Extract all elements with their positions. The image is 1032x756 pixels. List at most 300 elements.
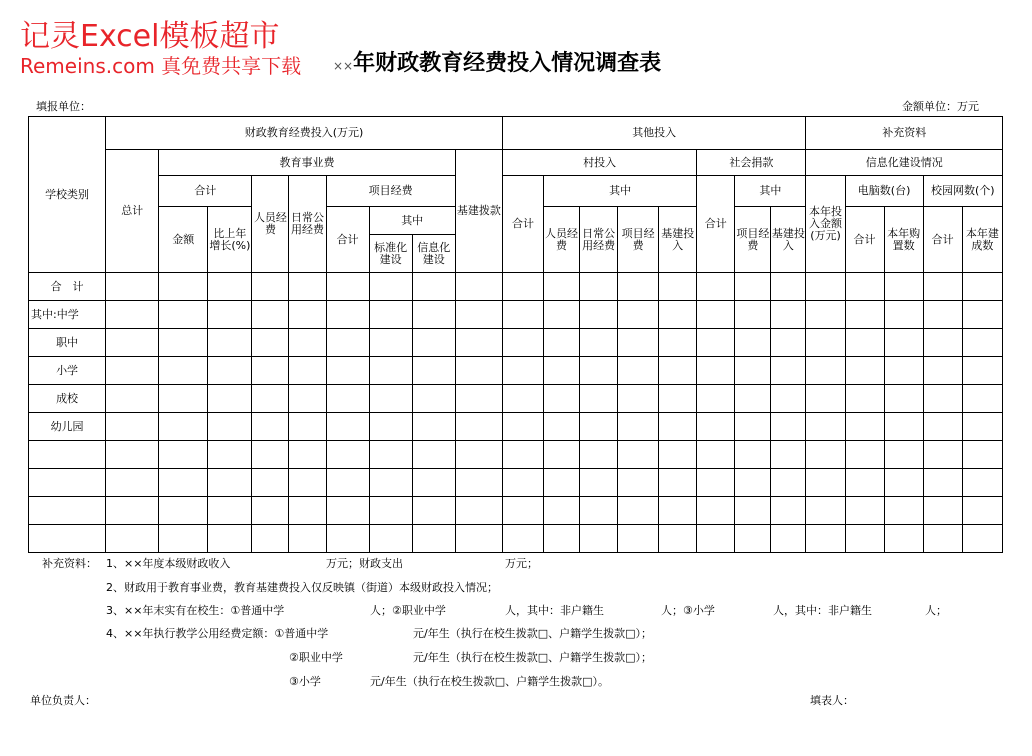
- data-cell[interactable]: [735, 497, 771, 525]
- header-social-project: 项目经费: [735, 207, 771, 273]
- header-school-type: 学校类别: [29, 117, 106, 273]
- header-info-construction: 信息化建设: [412, 235, 455, 273]
- data-cell[interactable]: [544, 273, 580, 301]
- data-cell[interactable]: [544, 413, 580, 441]
- data-cell[interactable]: [923, 413, 962, 441]
- note-4-a: 4、××年执行教学公用经费定额：①普通中学: [106, 627, 329, 640]
- data-cell[interactable]: [618, 413, 659, 441]
- data-cell[interactable]: [159, 525, 208, 553]
- data-cell[interactable]: [659, 497, 697, 525]
- data-cell[interactable]: [697, 469, 735, 497]
- data-cell[interactable]: [106, 497, 159, 525]
- data-cell[interactable]: [659, 385, 697, 413]
- data-cell[interactable]: [159, 441, 208, 469]
- data-cell[interactable]: [618, 497, 659, 525]
- data-cell[interactable]: [369, 497, 412, 525]
- data-cell[interactable]: [252, 385, 289, 413]
- data-cell[interactable]: [580, 469, 618, 497]
- data-cell[interactable]: [502, 385, 543, 413]
- data-cell[interactable]: [697, 497, 735, 525]
- data-cell[interactable]: [806, 441, 845, 469]
- data-cell[interactable]: [771, 525, 806, 553]
- data-cell[interactable]: [326, 301, 369, 329]
- header-pc-total: 合计: [845, 207, 884, 273]
- data-cell[interactable]: [159, 357, 208, 385]
- data-cell[interactable]: [618, 441, 659, 469]
- data-cell[interactable]: [806, 525, 845, 553]
- data-cell[interactable]: [544, 357, 580, 385]
- data-cell[interactable]: [845, 441, 884, 469]
- note-label: 补充资料：: [42, 557, 97, 570]
- data-cell[interactable]: [159, 385, 208, 413]
- header-village-project: 项目经费: [618, 207, 659, 273]
- data-cell[interactable]: [455, 497, 502, 525]
- data-cell[interactable]: [289, 497, 326, 525]
- header-social-donation: 社会捐款: [697, 150, 806, 176]
- data-cell[interactable]: [252, 469, 289, 497]
- data-cell[interactable]: [106, 441, 159, 469]
- data-cell[interactable]: [455, 413, 502, 441]
- data-cell[interactable]: [884, 273, 923, 301]
- header-fiscal-investment: 财政教育经费投入(万元): [106, 117, 503, 150]
- data-cell[interactable]: [580, 441, 618, 469]
- row-label: [29, 497, 106, 525]
- header-village-investment: 村投入: [502, 150, 696, 176]
- row-label: [29, 441, 106, 469]
- header-campus-network: 校园网数(个): [923, 176, 1002, 207]
- title-year-prefix: ××: [333, 59, 354, 73]
- data-cell[interactable]: [735, 525, 771, 553]
- header-daily-public-expense: 日常公用经费: [289, 176, 326, 273]
- data-cell[interactable]: [326, 497, 369, 525]
- header-yoy-growth: 比上年增长(%): [208, 207, 252, 273]
- data-cell[interactable]: [289, 329, 326, 357]
- data-cell[interactable]: [771, 273, 806, 301]
- data-cell[interactable]: [208, 357, 252, 385]
- data-cell[interactable]: [806, 469, 845, 497]
- row-label: 幼儿园: [29, 413, 106, 441]
- data-cell[interactable]: [735, 301, 771, 329]
- data-cell[interactable]: [502, 441, 543, 469]
- table-body: [29, 273, 1003, 553]
- note-3-d: 人；③小学: [661, 604, 715, 617]
- data-cell[interactable]: [697, 385, 735, 413]
- watermark-title: 记灵Excel模板超市: [20, 19, 280, 54]
- note-3-e: 人，其中：非户籍生: [773, 604, 872, 617]
- data-cell[interactable]: [208, 469, 252, 497]
- data-cell[interactable]: [962, 413, 1002, 441]
- data-cell[interactable]: [659, 441, 697, 469]
- header-personnel-expense: 人员经费: [252, 176, 289, 273]
- data-cell[interactable]: [771, 329, 806, 357]
- data-cell[interactable]: [252, 301, 289, 329]
- table-row: [29, 469, 1003, 497]
- data-cell[interactable]: [735, 357, 771, 385]
- data-cell[interactable]: [208, 441, 252, 469]
- data-cell[interactable]: [697, 525, 735, 553]
- data-cell[interactable]: [106, 301, 159, 329]
- data-cell[interactable]: [580, 357, 618, 385]
- data-cell[interactable]: [455, 385, 502, 413]
- data-cell[interactable]: [962, 525, 1002, 553]
- data-cell[interactable]: [735, 413, 771, 441]
- data-cell[interactable]: [659, 329, 697, 357]
- data-cell[interactable]: [289, 525, 326, 553]
- data-cell[interactable]: [252, 525, 289, 553]
- header-informatization: 信息化建设情况: [806, 150, 1003, 176]
- data-cell[interactable]: [884, 469, 923, 497]
- data-cell[interactable]: [502, 329, 543, 357]
- data-cell[interactable]: [659, 469, 697, 497]
- data-cell[interactable]: [923, 525, 962, 553]
- row-label: [29, 469, 106, 497]
- note-1-c: 万元；: [505, 557, 538, 570]
- data-cell[interactable]: [289, 441, 326, 469]
- data-cell[interactable]: [659, 413, 697, 441]
- data-cell[interactable]: [845, 413, 884, 441]
- data-cell[interactable]: [289, 413, 326, 441]
- header-village-personnel: 人员经费: [544, 207, 580, 273]
- data-cell[interactable]: [962, 441, 1002, 469]
- data-cell[interactable]: [735, 273, 771, 301]
- data-cell[interactable]: [502, 497, 543, 525]
- data-cell[interactable]: [412, 469, 455, 497]
- data-cell[interactable]: [502, 301, 543, 329]
- table-row: [29, 497, 1003, 525]
- data-cell[interactable]: [455, 273, 502, 301]
- data-cell[interactable]: [884, 301, 923, 329]
- data-cell[interactable]: [697, 329, 735, 357]
- header-amount: 金额: [159, 207, 208, 273]
- data-cell[interactable]: [412, 329, 455, 357]
- data-cell[interactable]: [923, 385, 962, 413]
- data-cell[interactable]: [369, 413, 412, 441]
- data-cell[interactable]: [962, 273, 1002, 301]
- data-cell[interactable]: [618, 469, 659, 497]
- data-cell[interactable]: [771, 469, 806, 497]
- note-2: 2、财政用于教育事业费，教育基建费投入仅反映镇（街道）本级财政投入情况；: [106, 581, 498, 594]
- data-cell[interactable]: [412, 273, 455, 301]
- data-cell[interactable]: [962, 301, 1002, 329]
- data-cell[interactable]: [884, 525, 923, 553]
- data-cell[interactable]: [252, 441, 289, 469]
- row-label: 其中:中学: [29, 301, 106, 329]
- data-cell[interactable]: [208, 525, 252, 553]
- data-cell[interactable]: [845, 525, 884, 553]
- data-cell[interactable]: [580, 385, 618, 413]
- data-cell[interactable]: [845, 497, 884, 525]
- data-cell[interactable]: [544, 497, 580, 525]
- data-cell[interactable]: [369, 469, 412, 497]
- table-row: [29, 525, 1003, 553]
- data-cell[interactable]: [208, 385, 252, 413]
- data-cell[interactable]: [884, 357, 923, 385]
- data-cell[interactable]: [845, 385, 884, 413]
- data-cell[interactable]: [618, 301, 659, 329]
- header-total: 总计: [106, 150, 159, 273]
- data-cell[interactable]: [659, 525, 697, 553]
- data-cell[interactable]: [159, 469, 208, 497]
- data-cell[interactable]: [369, 385, 412, 413]
- data-cell[interactable]: [369, 441, 412, 469]
- table-row: [29, 385, 1003, 413]
- data-cell[interactable]: [884, 441, 923, 469]
- data-cell[interactable]: [502, 413, 543, 441]
- data-cell[interactable]: [618, 357, 659, 385]
- note-3-a: 3、××年末实有在校生：①普通中学: [106, 604, 285, 617]
- data-cell[interactable]: [502, 357, 543, 385]
- data-cell[interactable]: [771, 385, 806, 413]
- data-cell[interactable]: [544, 385, 580, 413]
- data-cell[interactable]: [580, 497, 618, 525]
- row-label: [29, 525, 106, 553]
- data-cell[interactable]: [326, 357, 369, 385]
- data-cell[interactable]: [806, 385, 845, 413]
- data-cell[interactable]: [208, 413, 252, 441]
- header-village-daily: 日常公用经费: [580, 207, 618, 273]
- data-cell[interactable]: [771, 413, 806, 441]
- data-cell[interactable]: [697, 441, 735, 469]
- data-cell[interactable]: [326, 273, 369, 301]
- data-cell[interactable]: [159, 301, 208, 329]
- data-cell[interactable]: [845, 273, 884, 301]
- data-cell[interactable]: [884, 497, 923, 525]
- data-cell[interactable]: [806, 273, 845, 301]
- data-cell[interactable]: [962, 497, 1002, 525]
- data-cell[interactable]: [923, 469, 962, 497]
- data-cell[interactable]: [412, 357, 455, 385]
- data-cell[interactable]: [580, 273, 618, 301]
- data-cell[interactable]: [845, 357, 884, 385]
- data-cell[interactable]: [771, 357, 806, 385]
- data-cell[interactable]: [252, 329, 289, 357]
- data-cell[interactable]: [806, 301, 845, 329]
- data-cell[interactable]: [580, 413, 618, 441]
- data-cell[interactable]: [369, 329, 412, 357]
- data-cell[interactable]: [618, 525, 659, 553]
- data-cell[interactable]: [252, 273, 289, 301]
- note-3-c: 人，其中：非户籍生: [505, 604, 604, 617]
- note-6-a: ③小学: [289, 675, 321, 688]
- data-cell[interactable]: [962, 385, 1002, 413]
- title-text: 年财政教育经费投入情况调查表: [353, 51, 662, 76]
- note-6-b: 元/年生（执行在校生拨款□、户籍学生拨款□）。: [370, 675, 609, 688]
- data-cell[interactable]: [369, 357, 412, 385]
- data-cell[interactable]: [455, 301, 502, 329]
- data-cell[interactable]: [455, 441, 502, 469]
- header-edu-subtotal: 合计: [159, 176, 252, 207]
- header-infrastructure-fund: 基建拨款: [455, 150, 502, 273]
- data-cell[interactable]: [697, 273, 735, 301]
- header-education-expense: 教育事业费: [159, 150, 456, 176]
- data-cell[interactable]: [735, 441, 771, 469]
- data-cell[interactable]: [618, 329, 659, 357]
- row-label: 小学: [29, 357, 106, 385]
- table-row: [29, 357, 1003, 385]
- data-cell[interactable]: [845, 469, 884, 497]
- data-cell[interactable]: [289, 357, 326, 385]
- data-cell[interactable]: [159, 413, 208, 441]
- table-row: [29, 441, 1003, 469]
- table-row: [29, 273, 1003, 301]
- data-cell[interactable]: [289, 469, 326, 497]
- header-village-infra: 基建投入: [659, 207, 697, 273]
- data-cell[interactable]: [369, 273, 412, 301]
- data-cell[interactable]: [806, 413, 845, 441]
- data-cell[interactable]: [412, 385, 455, 413]
- data-cell[interactable]: [580, 301, 618, 329]
- header-other-investment: 其他投入: [502, 117, 806, 150]
- data-cell[interactable]: [923, 497, 962, 525]
- header-village-of-which: 其中: [544, 176, 697, 207]
- data-cell[interactable]: [159, 273, 208, 301]
- data-cell[interactable]: [618, 385, 659, 413]
- data-cell[interactable]: [884, 413, 923, 441]
- data-cell[interactable]: [208, 301, 252, 329]
- data-cell[interactable]: [326, 413, 369, 441]
- data-cell[interactable]: [962, 469, 1002, 497]
- header-social-of-which: 其中: [735, 176, 806, 207]
- data-cell[interactable]: [326, 385, 369, 413]
- header-pc-bought: 本年购置数: [884, 207, 923, 273]
- data-cell[interactable]: [923, 357, 962, 385]
- data-cell[interactable]: [697, 357, 735, 385]
- data-cell[interactable]: [412, 301, 455, 329]
- data-cell[interactable]: [544, 329, 580, 357]
- data-cell[interactable]: [735, 329, 771, 357]
- data-cell[interactable]: [806, 357, 845, 385]
- row-label: 合 计: [29, 273, 106, 301]
- data-cell[interactable]: [923, 441, 962, 469]
- table-row: [29, 329, 1003, 357]
- reporting-unit-label: 填报单位：: [36, 100, 91, 113]
- data-cell[interactable]: [208, 329, 252, 357]
- header-pc-count: 电脑数(台): [845, 176, 923, 207]
- data-cell[interactable]: [580, 329, 618, 357]
- data-cell[interactable]: [697, 301, 735, 329]
- data-cell[interactable]: [106, 385, 159, 413]
- data-cell[interactable]: [369, 301, 412, 329]
- data-cell[interactable]: [884, 329, 923, 357]
- data-cell[interactable]: [289, 301, 326, 329]
- data-cell[interactable]: [806, 497, 845, 525]
- data-cell[interactable]: [289, 385, 326, 413]
- data-cell[interactable]: [544, 525, 580, 553]
- data-cell[interactable]: [771, 497, 806, 525]
- data-cell[interactable]: [159, 329, 208, 357]
- header-year-investment: 本年投入金额(万元): [806, 176, 845, 273]
- table-row: [29, 301, 1003, 329]
- data-cell[interactable]: [412, 441, 455, 469]
- data-cell[interactable]: [455, 525, 502, 553]
- data-cell[interactable]: [659, 357, 697, 385]
- header-project-expense: 项目经费: [326, 176, 455, 207]
- data-cell[interactable]: [544, 301, 580, 329]
- data-cell[interactable]: [252, 413, 289, 441]
- watermark-subtitle: Remeins.com 真免费共享下载: [20, 54, 302, 78]
- data-cell[interactable]: [502, 469, 543, 497]
- data-cell[interactable]: [502, 525, 543, 553]
- data-cell[interactable]: [923, 273, 962, 301]
- data-cell[interactable]: [159, 497, 208, 525]
- data-cell[interactable]: [845, 301, 884, 329]
- data-cell[interactable]: [412, 413, 455, 441]
- note-1-a: 1、××年度本级财政收入: [106, 557, 231, 570]
- data-cell[interactable]: [106, 329, 159, 357]
- data-cell[interactable]: [106, 273, 159, 301]
- data-cell[interactable]: [962, 357, 1002, 385]
- data-cell[interactable]: [923, 329, 962, 357]
- data-cell[interactable]: [735, 385, 771, 413]
- data-cell[interactable]: [106, 357, 159, 385]
- data-cell[interactable]: [455, 469, 502, 497]
- data-cell[interactable]: [580, 525, 618, 553]
- data-cell[interactable]: [806, 329, 845, 357]
- header-standardization: 标准化建设: [369, 235, 412, 273]
- header-social-infra: 基建投入: [771, 207, 806, 273]
- data-cell[interactable]: [106, 413, 159, 441]
- data-cell[interactable]: [735, 469, 771, 497]
- header-supplementary: 补充资料: [806, 117, 1003, 150]
- data-cell[interactable]: [923, 301, 962, 329]
- signature-unit-head: 单位负责人：: [30, 694, 96, 707]
- header-social-subtotal: 合计: [697, 176, 735, 273]
- data-cell[interactable]: [845, 329, 884, 357]
- data-cell[interactable]: [771, 441, 806, 469]
- data-cell[interactable]: [884, 385, 923, 413]
- data-cell[interactable]: [412, 525, 455, 553]
- data-cell[interactable]: [208, 497, 252, 525]
- header-project-of-which: 其中: [369, 207, 455, 235]
- data-cell[interactable]: [252, 497, 289, 525]
- survey-table: [28, 116, 1003, 553]
- signature-filler: 填表人：: [810, 694, 854, 707]
- data-cell[interactable]: [208, 273, 252, 301]
- data-cell[interactable]: [289, 273, 326, 301]
- note-4-b: 元/年生（执行在校生拨款□、户籍学生拨款□）；: [413, 627, 652, 640]
- data-cell[interactable]: [326, 469, 369, 497]
- data-cell[interactable]: [106, 525, 159, 553]
- data-cell[interactable]: [455, 329, 502, 357]
- data-cell[interactable]: [412, 497, 455, 525]
- data-cell[interactable]: [106, 469, 159, 497]
- data-cell[interactable]: [502, 273, 543, 301]
- data-cell[interactable]: [544, 441, 580, 469]
- data-cell[interactable]: [659, 301, 697, 329]
- data-cell[interactable]: [326, 441, 369, 469]
- data-cell[interactable]: [544, 469, 580, 497]
- row-label: 职中: [29, 329, 106, 357]
- amount-unit-label: 金额单位：万元: [902, 100, 979, 113]
- header-campus-built: 本年建成数: [962, 207, 1002, 273]
- data-cell[interactable]: [455, 357, 502, 385]
- data-cell[interactable]: [326, 525, 369, 553]
- data-cell[interactable]: [252, 357, 289, 385]
- header-village-subtotal: 合计: [502, 176, 543, 273]
- data-cell[interactable]: [369, 525, 412, 553]
- data-cell[interactable]: [659, 273, 697, 301]
- page-title: [333, 50, 661, 80]
- data-cell[interactable]: [326, 329, 369, 357]
- data-cell[interactable]: [697, 413, 735, 441]
- note-5-a: ②职业中学: [289, 651, 343, 664]
- data-cell[interactable]: [618, 273, 659, 301]
- data-cell[interactable]: [962, 329, 1002, 357]
- header-campus-total: 合计: [923, 207, 962, 273]
- data-cell[interactable]: [771, 301, 806, 329]
- note-5-b: 元/年生（执行在校生拨款□、户籍学生拨款□）；: [413, 651, 652, 664]
- table-header: [29, 117, 1003, 273]
